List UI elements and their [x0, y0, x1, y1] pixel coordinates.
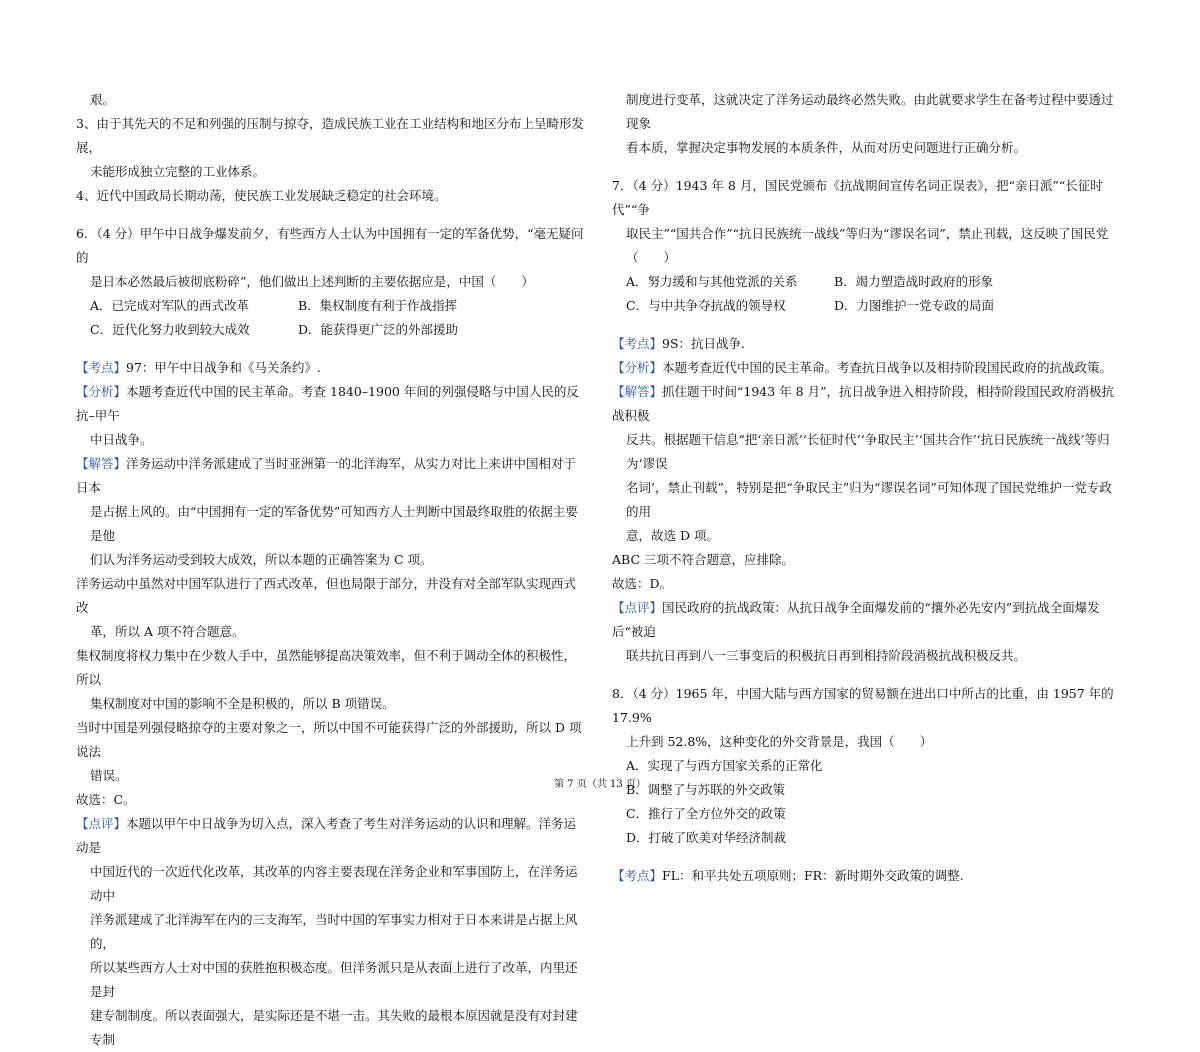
jieda-tag: 【解答】 — [76, 456, 127, 471]
answer-line: 故选：D。 — [612, 576, 673, 591]
option-b: B．竭力塑造战时政府的形象 — [834, 274, 994, 289]
jieda-tag: 【解答】 — [612, 384, 663, 399]
jieda-line: 反共。根据题干信息“把‘亲日派’‘长征时代’‘争取民主’‘国共合作’‘抗日民族统一战线’等归为‘谬误 — [626, 432, 1110, 471]
jieda-line — [76, 452, 588, 500]
kaodian-text: 97：甲午中日战争和《马关条约》. — [126, 360, 321, 375]
question-8-options — [612, 754, 1124, 850]
jieda-text: 抓住题干时间“1943 年 8 月”，抗日战争进入相持阶段，相持阶段国民政府消极抗战积极 — [612, 384, 1114, 423]
jieda-line: 意，故选 D 项。 — [626, 528, 719, 543]
fenxi-text: 本题考查近代中国的民主革命。考查抗日战争以及相持阶段国民政府的抗战政策。 — [662, 360, 1113, 375]
dianping-text: 本题以甲午中日战争为切入点，深入考查了考生对洋务运动的认识和理解。洋务运动是 — [76, 816, 577, 855]
option-d: D．力图维护一党专政的局面 — [834, 298, 995, 313]
analysis-a: 洋务运动中虽然对中国军队进行了西式改革，但也局限于部分，并没有对全部军队实现西式改 — [76, 576, 577, 615]
option-a: A．努力缓和与其他党派的关系 — [626, 274, 798, 289]
dianping-line: 洋务派建成了北洋海军在内的三支海军，当时中国的军事实力相对于日本来讲是占据上风的， — [90, 912, 578, 951]
text-line: 制度进行变革，这就决定了洋务运动最终必然失败。由此就要求学生在备考过程中要透过现象 — [626, 92, 1114, 131]
fenxi-line: 中日战争。 — [90, 432, 153, 447]
dianping-line — [76, 812, 588, 860]
option-b: B．集权制度有利于作战指挥 — [298, 298, 458, 313]
kaodian-text: 9S：抗日战争. — [662, 336, 746, 351]
question-6-stem: 是日本必然最后被彻底粉碎”，他们做出上述判断的主要依据应是，中国（ ） — [90, 274, 534, 289]
question-8-stem: 上升到 52.8%，这种变化的外交背景是，我国（ ） — [626, 734, 933, 749]
option-b: B．调整了与苏联的外交政策 — [626, 782, 786, 797]
dianping-text: 国民政府的抗战政策：从抗日战争全面爆发前的“攘外必先安内”到抗战全面爆发后“被迫 — [612, 600, 1100, 639]
question-7-stem: 7．（4 分）1943 年 8 月，国民党颁布《抗战期间宣传名词正误表》，把“亲日派”“长征时代”“争 — [612, 178, 1103, 217]
dianping-line — [612, 596, 1124, 644]
dianping-line: 中国近代的一次近代化改革，其改革的内容主要表现在洋务企业和军事国防上，在洋务运动中 — [90, 864, 578, 903]
kaodian-line — [612, 332, 1124, 356]
option-c: C．与中共争夺抗战的领导权 — [626, 298, 786, 313]
kaodian-tag: 【考点】 — [612, 336, 663, 351]
kaodian-line — [612, 864, 1124, 888]
answer-line: 故选：C。 — [76, 792, 136, 807]
analysis-b: 集权制度将权力集中在少数人手中，虽然能够提高决策效率，但不利于调动全体的积极性，所以 — [76, 648, 577, 687]
fenxi-tag: 【分析】 — [612, 360, 663, 375]
analysis-abc: ABC 三项不符合题意，应排除。 — [612, 552, 794, 567]
jieda-line: 们认为洋务运动受到较大成效，所以本题的正确答案为 C 项。 — [90, 552, 433, 567]
kaodian-tag: 【考点】 — [612, 868, 663, 883]
question-8-stem: 8．（4 分）1965 年，中国大陆与西方国家的贸易额在进出口中所占的比重，由 1957 年的 17.9% — [612, 686, 1114, 725]
kaodian-text: FL：和平共处五项原则；FR：新时期外交政策的调整. — [662, 868, 964, 883]
jieda-text: 洋务运动中洋务派建成了当时亚洲第一的北洋海军，从实力对比上来讲中国相对于日本 — [76, 456, 577, 495]
fenxi-text: 本题考查近代中国的民主革命。考查 1840–1900 年间的列强侵略与中国人民的反抗–甲午 — [76, 384, 579, 423]
option-d: D．能获得更广泛的外部援助 — [298, 322, 459, 337]
option-a: A．已完成对军队的西式改革 — [90, 298, 250, 313]
question-6-stem: 6．（4 分）甲午中日战争爆发前夕，有些西方人士认为中国拥有一定的军备优势，“毫无疑问的 — [76, 226, 584, 265]
dianping-tag: 【点评】 — [76, 816, 127, 831]
dianping-line: 建专制制度。所以表面强大，是实际还是不堪一击。其失败的最根本原因就是没有对封建专制 — [90, 1008, 578, 1047]
option-d: D．打破了欧美对华经济制裁 — [626, 830, 787, 845]
question-7-stem: （ ） — [626, 250, 677, 265]
text-line: 艰。 — [90, 92, 116, 107]
dianping-line: 联共抗日再到八一三事变后的积极抗日再到相持阶段消极抗战积极反共。 — [626, 648, 1027, 663]
left-column — [76, 88, 588, 1052]
analysis-a: 革，所以 A 项不符合题意。 — [90, 624, 245, 639]
page-footer: 第 7 页（共 13 页） — [554, 779, 646, 790]
dianping-line: 所以某些西方人士对中国的获胜抱积极态度。但洋务派只是从表面上进行了改革，内里还是封 — [90, 960, 578, 999]
text-line: 4、近代中国政局长期动荡，使民族工业发展缺乏稳定的社会环境。 — [76, 188, 447, 203]
fenxi-line — [612, 356, 1124, 380]
question-7-stem: 取民主”“国共合作”“抗日民族统一战线”等归为“谬误名词”，禁止刊载，这反映了国民党 — [626, 226, 1109, 241]
kaodian-tag: 【考点】 — [76, 360, 127, 375]
right-column — [612, 88, 1124, 888]
text-line: 未能形成独立完整的工业体系。 — [90, 164, 266, 179]
text-line: 3、由于其先天的不足和列强的压制与掠夺，造成民族工业在工业结构和地区分布上呈畸形发展， — [76, 116, 584, 155]
analysis-d: 错误。 — [90, 768, 128, 783]
option-a: A．实现了与西方国家关系的正常化 — [626, 758, 823, 773]
fenxi-line — [76, 380, 588, 428]
dianping-tag: 【点评】 — [612, 600, 663, 615]
fenxi-tag: 【分析】 — [76, 384, 127, 399]
jieda-line — [612, 380, 1124, 428]
option-c: C．近代化努力收到较大成效 — [90, 322, 250, 337]
jieda-line: 名词’，禁止刊载”，特别是把“争取民主”归为“谬误名词”可知体现了国民党维护一党专政的用 — [626, 480, 1112, 519]
text-line: 看本质，掌握决定事物发展的本质条件，从而对历史问题进行正确分析。 — [626, 140, 1027, 155]
question-7-options — [612, 270, 1124, 318]
kaodian-line — [76, 356, 588, 380]
analysis-b: 集权制度对中国的影响不全是积极的，所以 B 项错误。 — [90, 696, 395, 711]
question-6-options — [76, 294, 588, 342]
analysis-d: 当时中国是列强侵略掠夺的主要对象之一，所以中国不可能获得广泛的外部援助，所以 D 项说法 — [76, 720, 582, 759]
option-c: C．推行了全方位外交的政策 — [626, 806, 786, 821]
jieda-line: 是占据上风的。由“中国拥有一定的军备优势”可知西方人士判断中国最终取胜的依据主要是他 — [90, 504, 578, 543]
